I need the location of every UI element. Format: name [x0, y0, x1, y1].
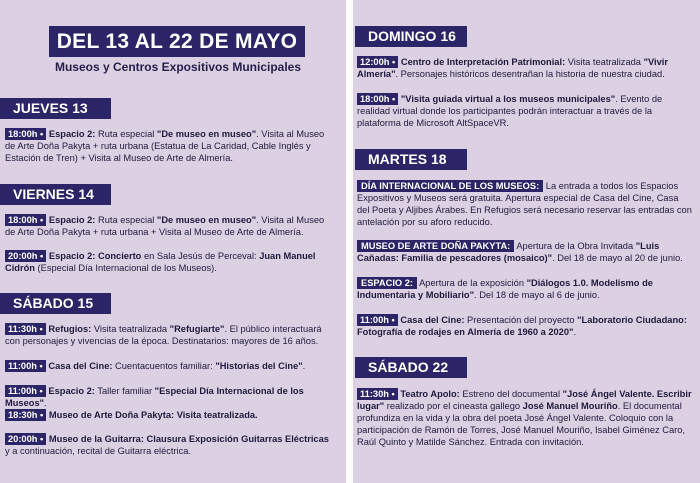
event-text: Ruta especial: [95, 129, 157, 139]
event-text: . Del 18 de mayo al 6 de junio.: [474, 290, 600, 300]
event-text: Cuentacuentos familiar:: [112, 361, 216, 371]
event-highlight: "Diálogos 1.0. Modelismo de Indumentaria y Mobiliario": [357, 278, 653, 300]
event-highlight: "José Ángel Valente. Escribir lugar": [357, 389, 692, 411]
event-item: [357, 93, 693, 129]
event-place: Museo de la Guitarra:: [48, 434, 144, 444]
event-time: 20:00h •: [5, 250, 46, 262]
event-text: Apertura de la exposición: [417, 278, 527, 288]
event-venue-tag: ESPACIO 2:: [357, 277, 417, 289]
event-time: 18:00h •: [357, 93, 398, 105]
event-highlight: "Vivir Almería": [357, 57, 668, 79]
day-header-martes: MARTES 18: [355, 149, 467, 170]
event-item: [5, 360, 335, 372]
day-header-viernes: VIERNES 14: [0, 184, 111, 205]
event-place: Espacio 2: Concierto: [48, 251, 142, 261]
event-highlight: "De museo en museo": [156, 215, 257, 225]
event-highlight: "Laboratorio Ciudadano: Fotografía de rodajes en Almería de 1960 a 2020": [357, 315, 687, 337]
event-text: La entrada a todos los Espacios Expositivos y Museos será gratuita. Apertura especial de Casa del Cine, Casa del Poeta y Aljibes Árabes. En Refugios será necesario reservar las entradas con antelación por su aforo reducido.: [357, 181, 692, 227]
event-text: Estreno del documental: [459, 389, 563, 399]
event-item: [5, 128, 335, 164]
event-text: y a continuación, recital de Guitarra eléctrica.: [5, 446, 192, 456]
event-highlight: "Especial Día Internacional de los Museos": [5, 386, 304, 408]
event-place: Museo de Arte Doña Pakyta:: [48, 410, 175, 420]
event-place: Centro de Interpretación Patrimonial:: [400, 57, 566, 67]
event-place: Teatro Apolo:: [400, 389, 460, 399]
event-text: . Personajes históricos desentrañan la historia de nuestra ciudad.: [395, 69, 665, 79]
event-place: Casa del Cine:: [400, 315, 465, 325]
event-highlight: "De museo en museo": [156, 129, 257, 139]
event-place: Espacio 2:: [48, 215, 96, 225]
event-text: . El documental profundiza en la vida y la obra del poeta José Ángel Valente. Coloquio con la participación de Ramón de Torres, José Manuel Mouriño, Isabel Giménez Caro, Raúl Quinto y Matilde Sánchez. Entrada con invitación.: [357, 401, 685, 447]
event-item: [357, 240, 693, 264]
event-highlight: "Luis Cañadas: Familia de pescadores (mosaico)": [357, 241, 660, 263]
event-time: 11:00h •: [5, 360, 46, 372]
day-header-sabado-22: SÁBADO 22: [355, 357, 467, 378]
event-place: Casa del Cine:: [48, 361, 113, 371]
event-time: 12:00h •: [357, 56, 398, 68]
event-item: [5, 323, 335, 347]
event-item: [5, 385, 335, 409]
event-time: 18:30h •: [5, 409, 46, 421]
event-time: 18:00h •: [5, 128, 46, 140]
event-highlight: José Manuel Mouriño: [522, 401, 618, 411]
event-item: [5, 214, 335, 238]
event-time: 11:30h •: [357, 388, 398, 400]
event-text: . Visita al Museo de Arte Doña Pakyta + ruta urbana (Estatua de La Caridad, Cable Inglés y Estación de Tren) + Visita al Museo de Arte de Almería.: [5, 129, 325, 163]
event-highlight: Clausura Exposición Guitarras Eléctricas: [146, 434, 329, 444]
event-text: Ruta especial: [95, 215, 157, 225]
event-item: [357, 388, 693, 448]
event-text: Apertura de la Obra Invitada: [514, 241, 636, 251]
event-text: .: [44, 398, 47, 408]
event-text: (Especial Día Internacional de los Museos).: [34, 263, 217, 273]
event-text: Taller familiar: [94, 386, 155, 396]
day-header-sabado-15: SÁBADO 15: [0, 293, 111, 314]
event-place: Espacio 2:: [48, 129, 96, 139]
event-text: Visita teatralizada: [565, 57, 644, 67]
event-text: . Visita al Museo de Arte Doña Pakyta + ruta urbana + Visita al Museo de Arte de Almería.: [5, 215, 325, 237]
event-highlight: Visita teatralizada.: [176, 410, 258, 420]
event-text: .: [302, 361, 306, 371]
event-item: [357, 314, 693, 338]
event-text: . El público interactuará con personajes y vivencias de la época. Destinatarios: mayores de 16 años.: [5, 324, 322, 346]
event-item: [5, 409, 335, 421]
event-highlight: Juan Manuel Cidrón: [5, 251, 316, 273]
event-text: . Del 18 de mayo al 20 de junio.: [552, 253, 683, 263]
event-time: 11:00h •: [357, 314, 398, 326]
event-item: [5, 433, 335, 457]
event-highlight: "Refugiarte": [169, 324, 225, 334]
page-title: DEL 13 AL 22 DE MAYO: [49, 26, 305, 57]
day-header-jueves: JUEVES 13: [0, 98, 111, 119]
event-time: 11:30h •: [5, 323, 46, 335]
event-venue-tag: MUSEO DE ARTE DOÑA PAKYTA:: [357, 240, 514, 252]
event-time: 18:00h •: [5, 214, 46, 226]
event-text: realizado por el cineasta gallego: [384, 401, 523, 411]
event-text: en Sala Jesús de Perceval:: [141, 251, 260, 261]
event-item: [357, 277, 693, 301]
event-time: 11:00h •: [5, 385, 46, 397]
event-time: 20:00h •: [5, 433, 46, 445]
page-subtitle: Museos y Centros Expositivos Municipales: [54, 60, 302, 74]
event-text: .: [573, 327, 577, 337]
event-place: Refugios:: [48, 324, 92, 334]
event-place: Espacio 2:: [48, 386, 95, 396]
event-text: . Evento de realidad virtual donde los participantes podrán interactuar a través de la plataforma de Microsoft AltSpaceVR.: [357, 94, 663, 128]
event-highlight: "Historias del Cine": [215, 361, 303, 371]
event-place: "Visita guiada virtual a los museos municipales": [400, 94, 616, 104]
day-header-domingo: DOMINGO 16: [355, 26, 467, 47]
event-text: Visita teatralizada: [91, 324, 170, 334]
event-venue-tag: DÍA INTERNACIONAL DE LOS MUSEOS:: [357, 180, 543, 192]
right-panel: [353, 0, 700, 483]
event-item: [357, 56, 693, 80]
event-item: [5, 250, 335, 274]
left-panel: [0, 0, 346, 483]
event-text: Presentación del proyecto: [464, 315, 578, 325]
event-item: [357, 180, 693, 228]
